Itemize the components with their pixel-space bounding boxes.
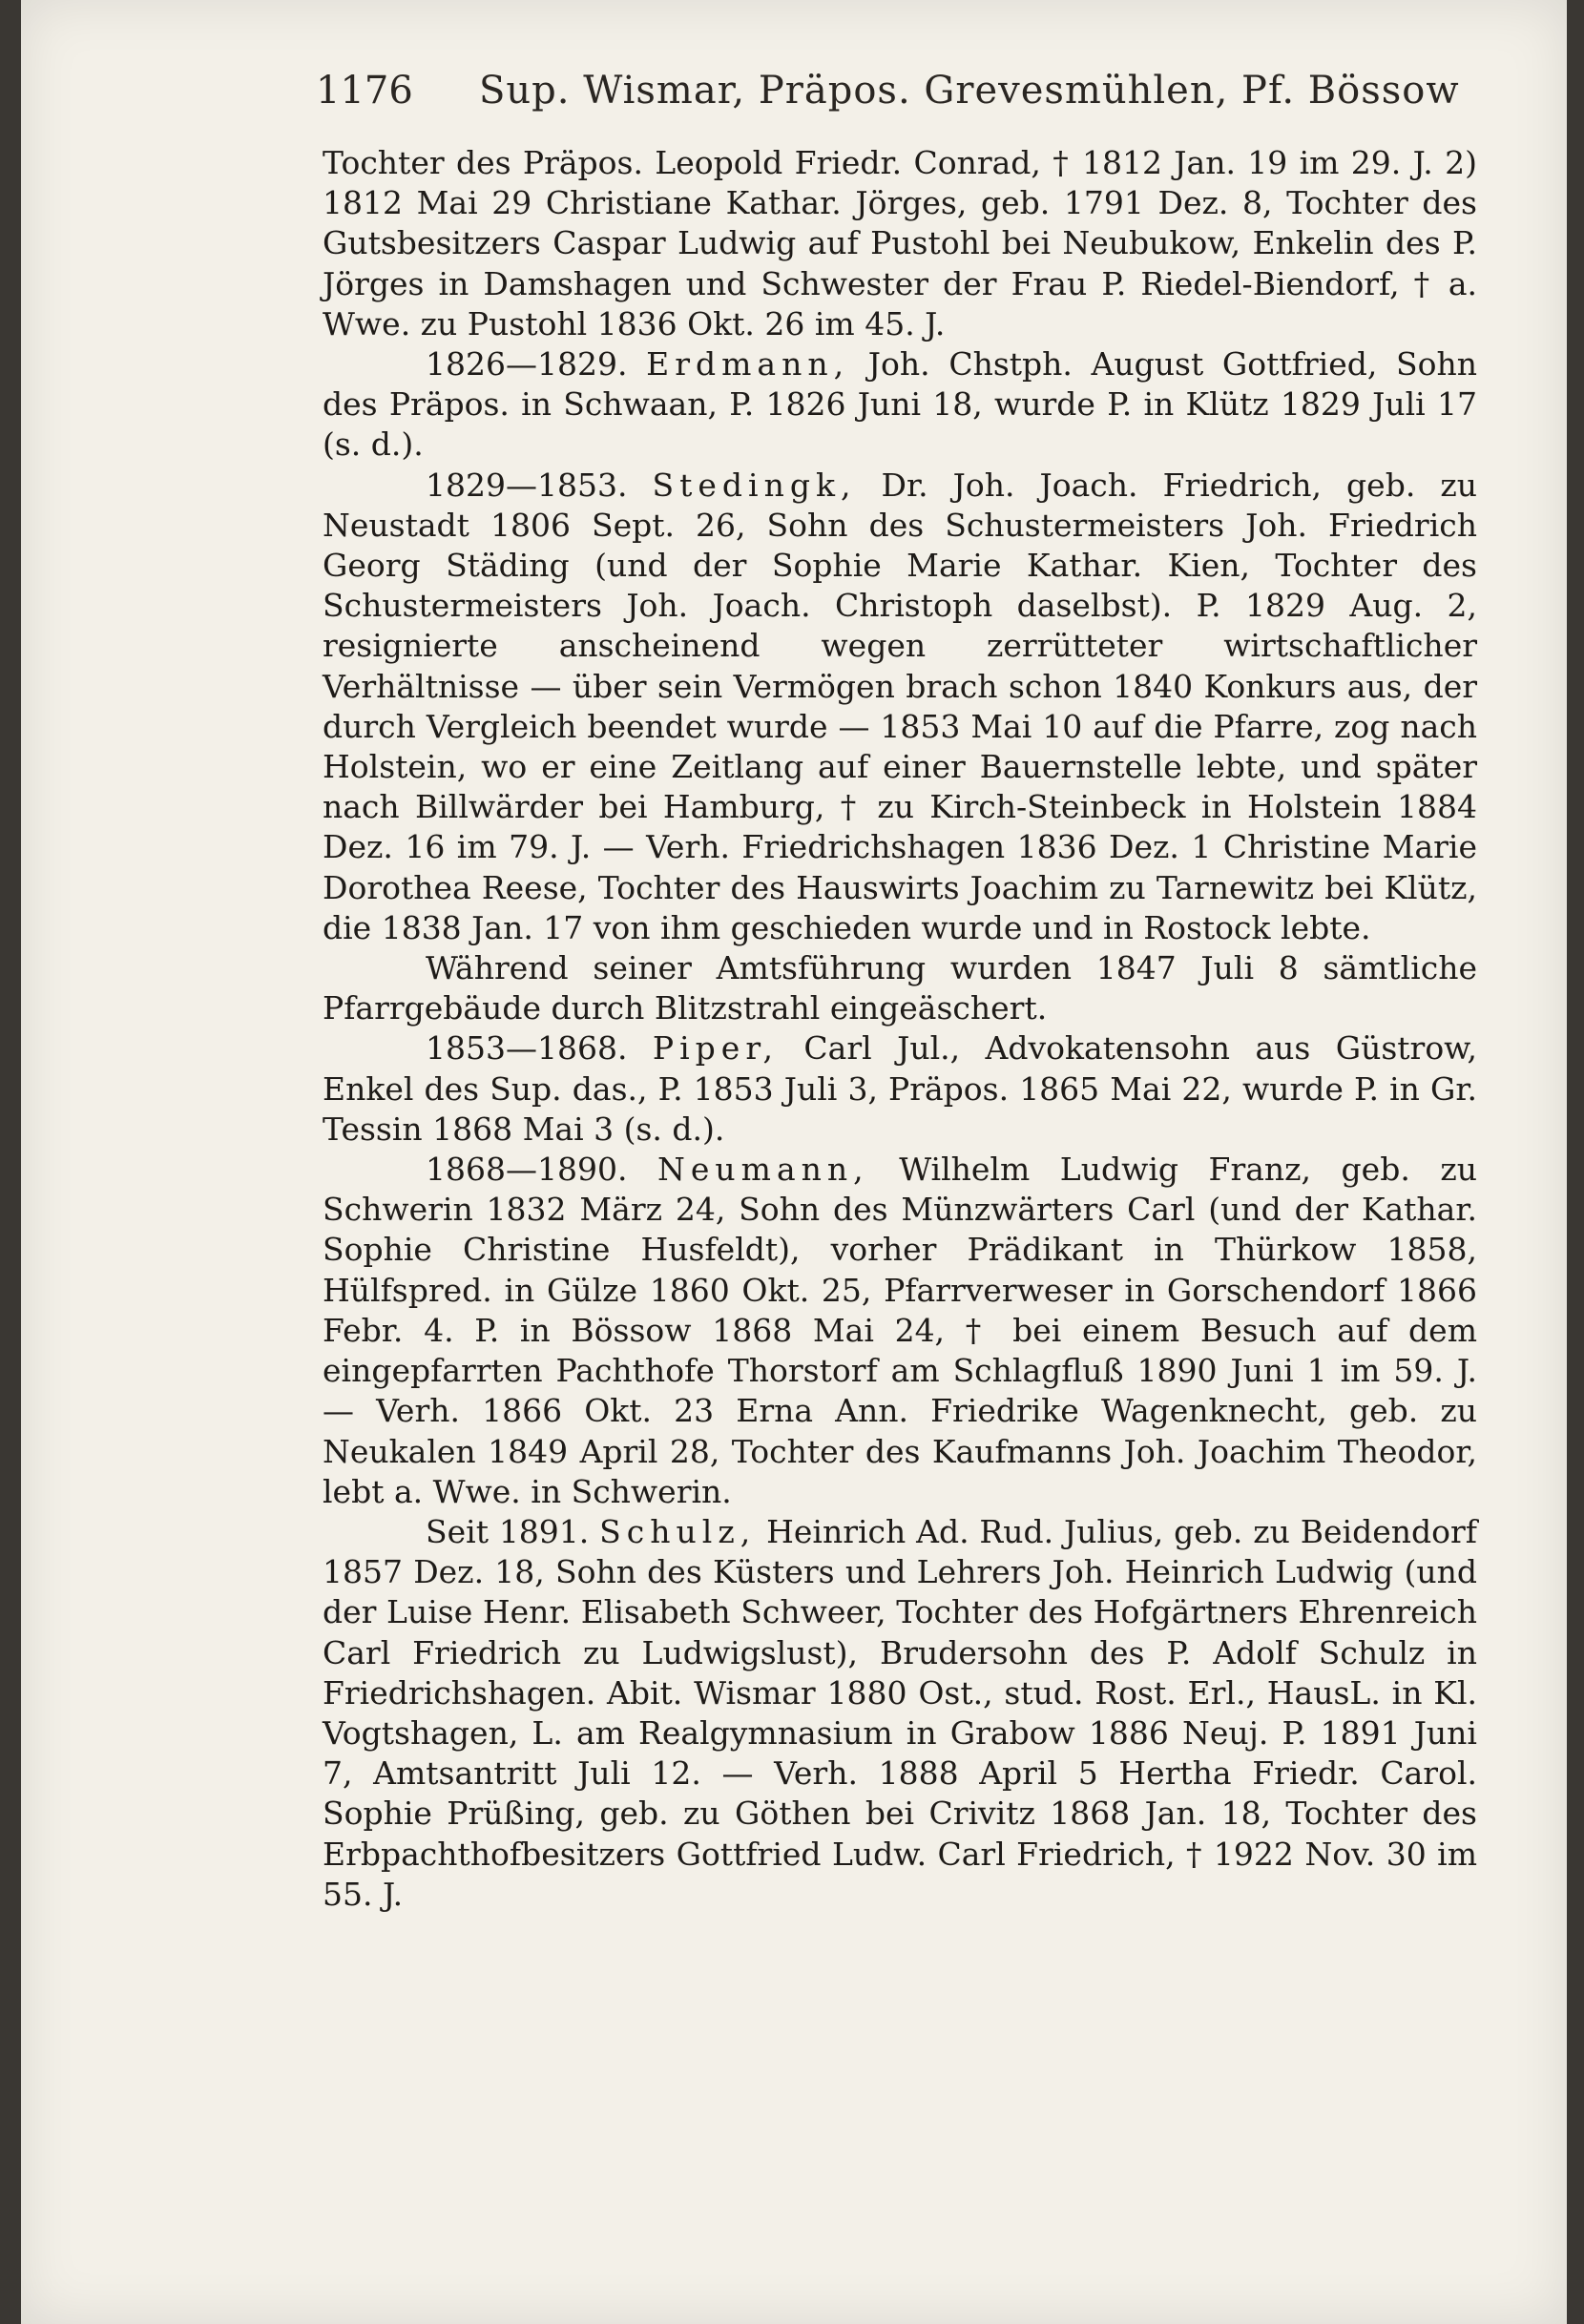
entry-years: Seit 1891. bbox=[426, 1512, 590, 1550]
entry-years: 1826—1829. bbox=[426, 345, 628, 384]
entry-years: 1829—1853. bbox=[426, 466, 628, 504]
page-header bbox=[317, 59, 1462, 116]
entry-erdmann bbox=[323, 344, 1477, 466]
entry-surname: Schulz, bbox=[599, 1512, 757, 1550]
paragraph-note bbox=[323, 948, 1477, 1028]
running-title: Sup. Wismar, Präpos. Grevesmühlen, Pf. Bössow bbox=[479, 69, 1460, 113]
entry-text: Dr. Joh. Joach. Friedrich, geb. zu Neustadt 1806 Sept. 26, Sohn des Schustermeisters Joh. Friedrich Georg Städing (und der Sophie Marie Kathar. Kien, Tochter des Schustermeisters Joh. Joach. Christoph daselbst). P. 1829 Aug. 2, resignierte anscheinend wegen zerrütteter wirtschaftlicher Verhältnisse — über sein Vermögen brach schon 1840 Konkurs aus, der durch Vergleich beendet wurde — 1853 Mai 10 auf die Pfarre, zog nach Holstein, wo er eine Zeitlang auf einer Bauernstelle lebte, und später nach Billwärder bei Hamburg, † zu Kirch-Steinbeck in Holstein 1884 Dez. 16 im 79. J. — Verh. Friedrichshagen 1836 Dez. 1 Christine Marie Dorothea Reese, Tochter des Hauswirts Joachim zu Tarnewitz bei Klütz, die 1838 Jan. 17 von ihm geschieden wurde und in Rostock lebte. bbox=[323, 466, 1477, 946]
entry-piper bbox=[323, 1028, 1477, 1150]
entry-surname: Piper, bbox=[652, 1029, 779, 1068]
page-number: 1176 bbox=[316, 69, 413, 113]
entry-text: Carl Jul., Advokatensohn aus Güstrow, Enkel des Sup. das., P. 1853 Juli 3, Präpos. 1865 Mai 22, wurde P. in Gr. Tessin 1868 Mai 3 (s. d.). bbox=[323, 1029, 1478, 1148]
entry-surname: Neumann, bbox=[657, 1151, 869, 1189]
entry-stedingk bbox=[323, 466, 1477, 948]
entry-text: Wilhelm Ludwig Franz, geb. zu Schwerin 1832 März 24, Sohn des Münzwärters Carl (und der Kathar. Sophie Christine Husfeldt), vorher Prädikant in Thürkow 1858, Hülfspred. in Gülze 1860 Okt. 25, Pfarrverweser in Gorschendorf 1866 Febr. 4. P. in Bössow 1868 Mai 24, † bei einem Besuch auf dem eingepfarrten Pachthofe Thorstorf am Schlagfluß 1890 Juni 1 im 59. J. — Verh. 1866 Okt. 23 Erna Ann. Friedrike Wagenknecht, geb. zu Neukalen 1849 April 28, Tochter des Kaufmanns Joh. Joachim Theodor, lebt a. Wwe. in Schwerin. bbox=[323, 1151, 1477, 1510]
entry-neumann bbox=[323, 1150, 1477, 1512]
entry-surname: Stedingk, bbox=[652, 466, 857, 504]
entry-years: 1853—1868. bbox=[426, 1029, 628, 1068]
entry-text: Heinrich Ad. Rud. Julius, geb. zu Beidendorf 1857 Dez. 18, Sohn des Küsters und Lehrers Joh. Heinrich Ludwig (und der Luise Henr. Elisabeth Schweer, Tochter des Hofgärtners Ehrenreich Carl Friedrich zu Ludwigslust), Brudersohn des P. Adolf Schulz in Friedrichshagen. Abit. Wismar 1880 Ost., stud. Rost. Erl., HausL. in Kl. Vogtshagen, L. am Realgymnasium in Grabow 1886 Neuj. P. 1891 Juni 7, Amtsantritt Juli 12. — Verh. 1888 April 5 Hertha Friedr. Carol. Sophie Prüßing, geb. zu Göthen bei Crivitz 1868 Jan. 18, Tochter des Erbpachthofbesitzers Gottfried Ludw. Carl Friedrich, † 1922 Nov. 30 im 55. J. bbox=[323, 1512, 1477, 1913]
book-page bbox=[21, 0, 1567, 2324]
page-body bbox=[323, 143, 1477, 1915]
entry-years: 1868—1890. bbox=[426, 1151, 628, 1189]
entry-surname: Erdmann, bbox=[646, 345, 850, 384]
paragraph-text: Während seiner Amtsführung wurden 1847 Juli 8 sämtliche Pfarrgebäude durch Blitzstrahl eingeäschert. bbox=[323, 949, 1477, 1027]
entry-schulz bbox=[323, 1512, 1477, 1915]
paragraph-continuation bbox=[323, 143, 1477, 344]
paragraph-text: Tochter des Präpos. Leopold Friedr. Conrad, † 1812 Jan. 19 im 29. J. 2) 1812 Mai 29 Christiane Kathar. Jörges, geb. 1791 Dez. 8, Tochter des Gutsbesitzers Caspar Ludwig auf Pustohl bei Neubukow, Enkelin des P. Jörges in Damshagen und Schwester der Frau P. Riedel-Biendorf, † a. Wwe. zu Pustohl 1836 Okt. 26 im 45. J. bbox=[323, 144, 1477, 342]
entry-text: Joh. Chstph. August Gottfried, Sohn des Präpos. in Schwaan, P. 1826 Juni 18, wurde P. in Klütz 1829 Juli 17 (s. d.). bbox=[323, 345, 1477, 464]
